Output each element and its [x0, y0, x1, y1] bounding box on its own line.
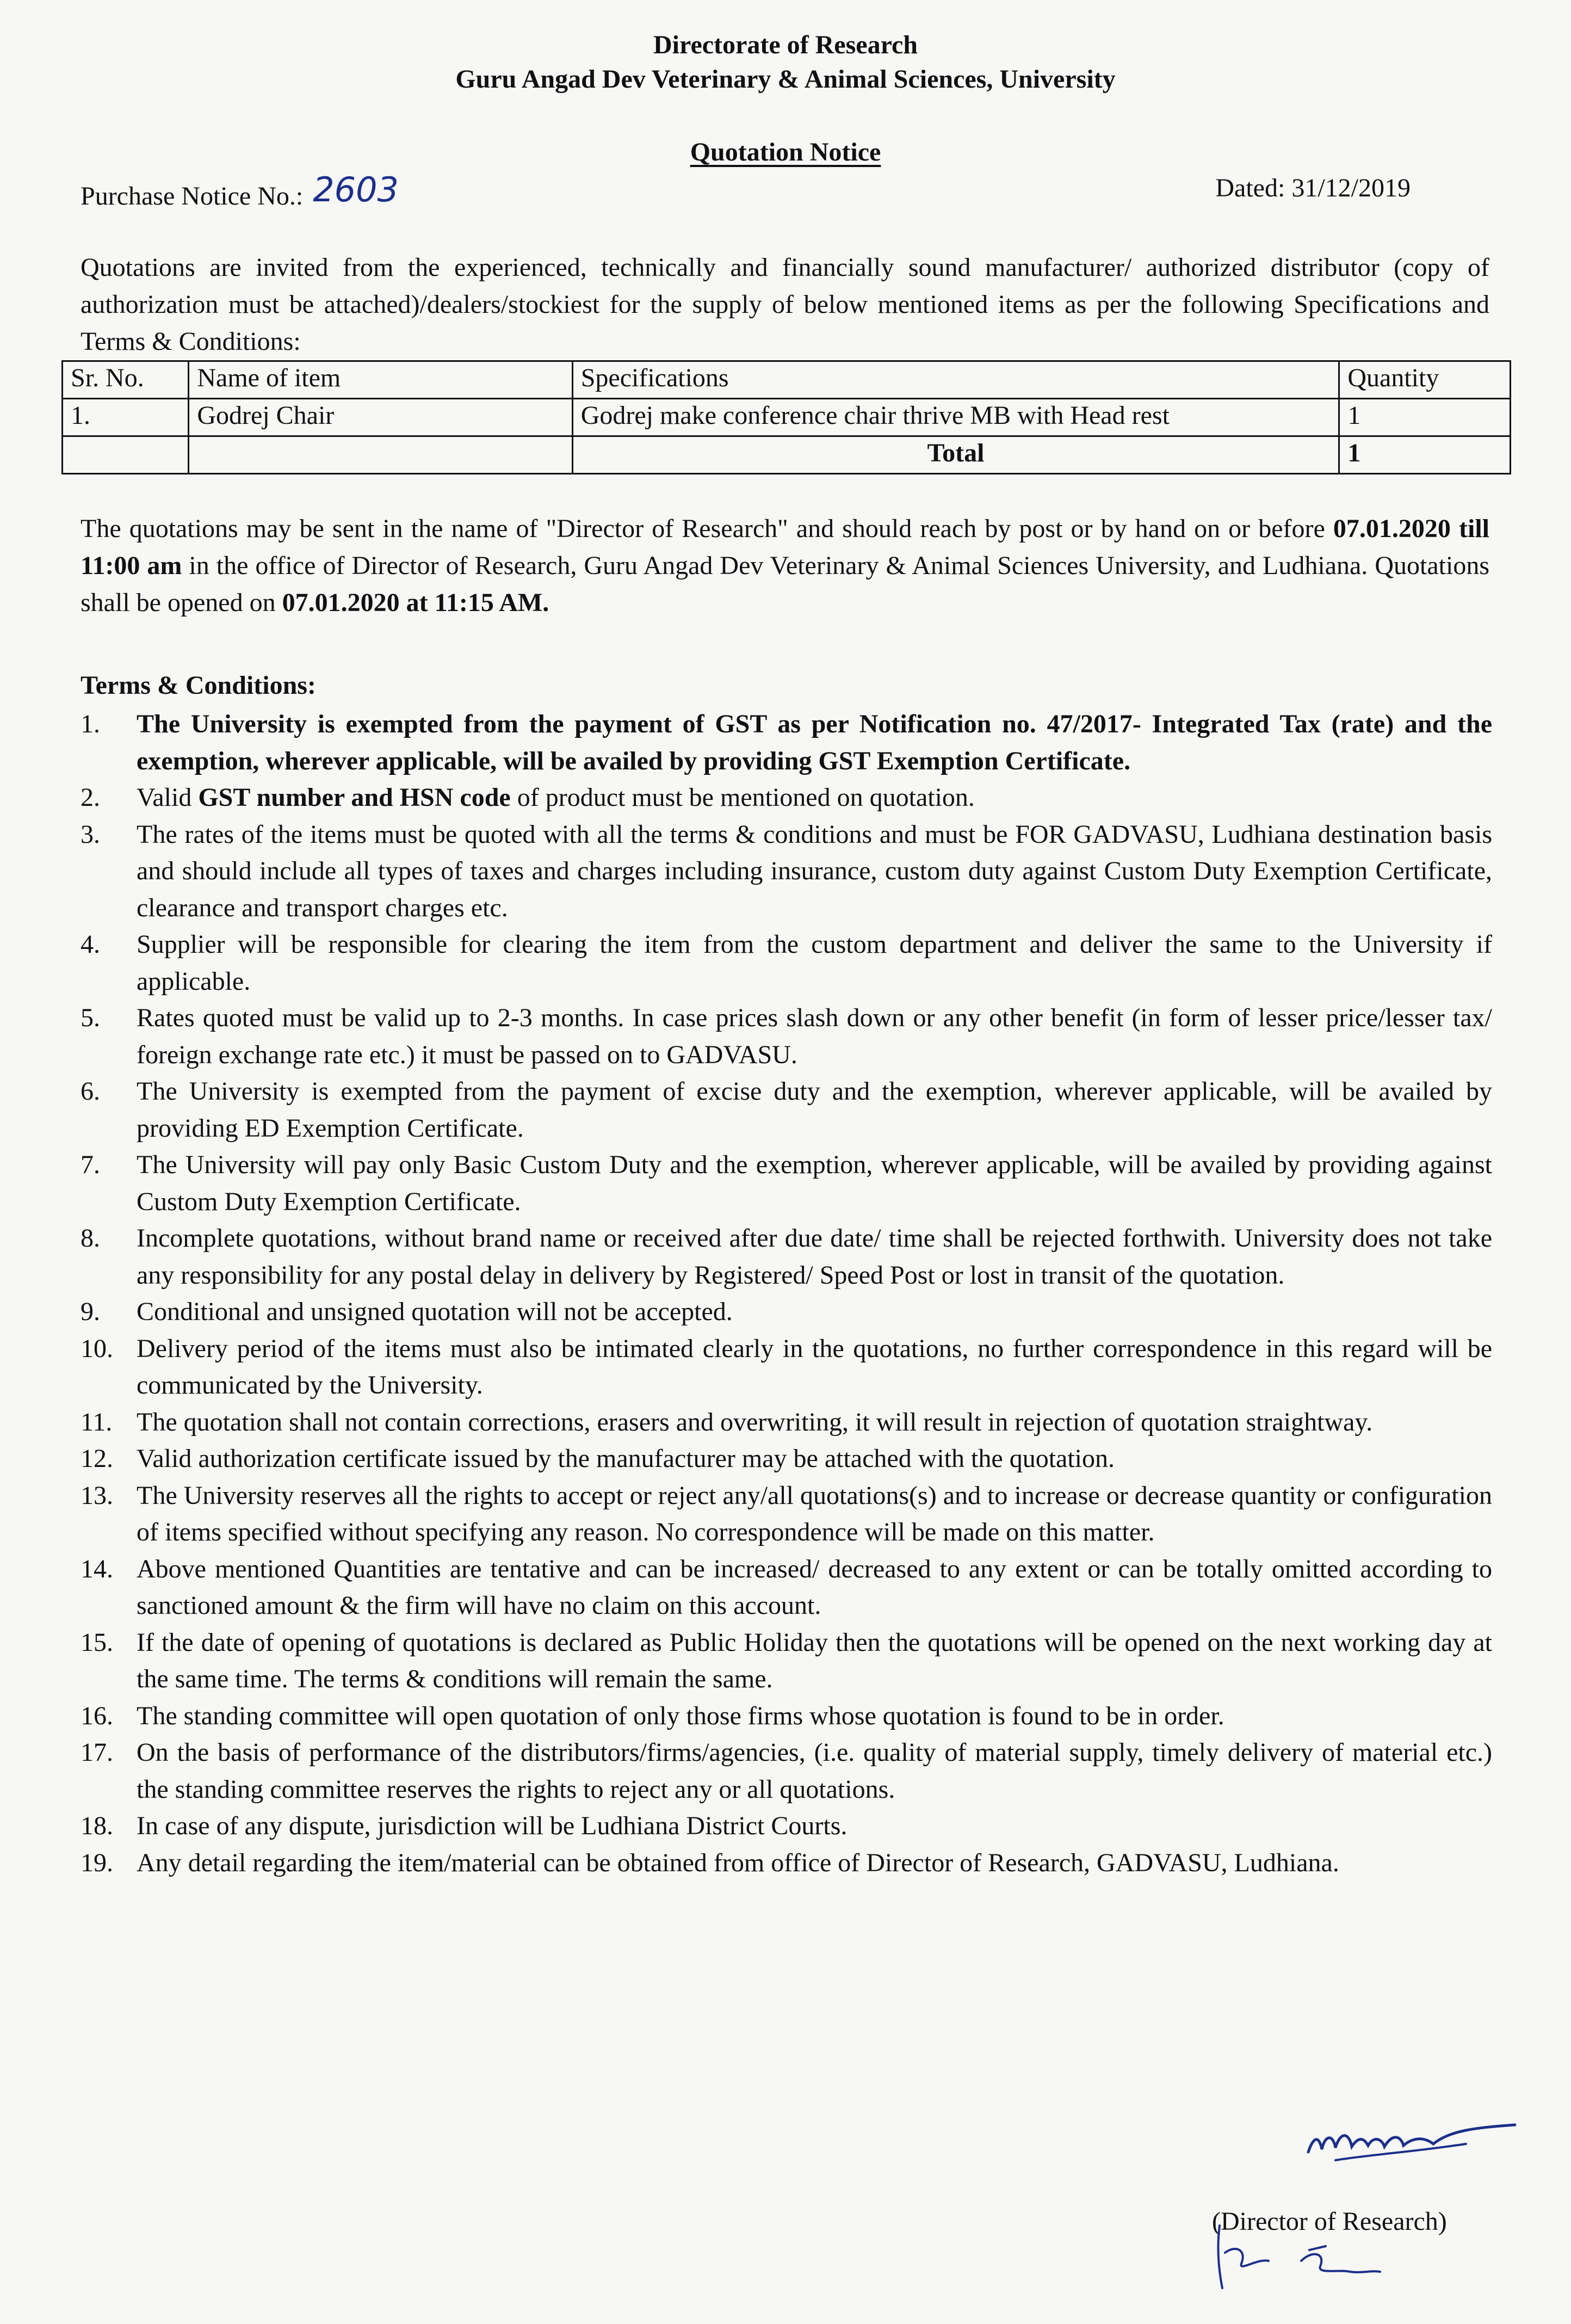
director-signature — [1303, 2114, 1520, 2168]
term-number: 5. — [81, 1003, 100, 1032]
notice-date: Dated: 31/12/2019 — [1215, 174, 1411, 202]
term-item — [81, 1293, 1492, 1330]
term-text: In case of any dispute, jurisdiction will be Ludhiana District Courts. — [137, 1811, 848, 1840]
term-text: Above mentioned Quantities are tentative and can be increased/ decreased to any extent or can be totally omitted according to sanctioned amount & the firm will have no claim on this account. — [137, 1554, 1492, 1620]
term-text: The rates of the items must be quoted with all the terms & conditions and must be FOR GADVASU, Ludhiana destination basis and should include all types of taxes and charges including insurance, custom duty against Custom Duty Exemption Certificate, clearance and transport charges etc. — [137, 819, 1492, 922]
term-item — [81, 1440, 1492, 1477]
term-item — [81, 1551, 1492, 1624]
term-item — [81, 1624, 1492, 1698]
initials-signature — [1209, 2220, 1388, 2291]
term-item — [81, 1146, 1492, 1220]
term-number: 14. — [81, 1554, 113, 1583]
table-header-row — [63, 361, 1511, 399]
term-number: 17. — [81, 1738, 113, 1767]
term-text: If the date of opening of quotations is declared as Public Holiday then the quotations will be opened on the next working day at the same time. The terms & conditions will remain the same. — [137, 1628, 1492, 1693]
terms-heading: Terms & Conditions: — [81, 671, 316, 700]
term-text-post: of product must be mentioned on quotation. — [510, 783, 975, 812]
intro-paragraph: Quotations are invited from the experienced, technically and financially sound manufacturer/ authorized distributor (copy of authorization must be attached)/dealers/stockiest for the supply of below mentioned items as per the following Specifications and Terms & Conditions: — [81, 253, 1489, 356]
term-text: The University will pay only Basic Custom Duty and the exemption, wherever applicable, will be availed by providing against Custom Duty Exemption Certificate. — [137, 1150, 1492, 1216]
term-text: On the basis of performance of the distributors/firms/agencies, (i.e. quality of material supply, timely delivery of material etc.) the standing committee reserves the rights to reject any or all quotations. — [137, 1738, 1492, 1804]
term-number: 1. — [81, 710, 100, 738]
term-number: 12. — [81, 1444, 113, 1473]
cell-empty — [63, 436, 189, 474]
term-number: 15. — [81, 1628, 113, 1657]
header-sr-no: Sr. No. — [63, 361, 189, 399]
term-text: The University is exempted from the payment of excise duty and the exemption, wherever applicable, will be availed by providing ED Exemption Certificate. — [137, 1077, 1492, 1143]
cell-quantity: 1 — [1339, 399, 1511, 436]
term-number: 7. — [81, 1150, 100, 1179]
term-item — [81, 1808, 1492, 1845]
term-text: Rates quoted must be valid up to 2-3 months. In case prices slash down or any other benefit (in form of lesser price/lesser tax/ foreign exchange rate etc.) it must be passed on to GADVASU. — [137, 1003, 1492, 1069]
term-item — [81, 1404, 1492, 1441]
term-item — [81, 779, 1492, 816]
term-item — [81, 1698, 1492, 1735]
term-number: 6. — [81, 1077, 100, 1106]
cell-item-name: Godrej Chair — [189, 399, 572, 436]
submission-text-2: in the office of Director of Research, Guru Angad Dev Veterinary & Animal Sciences University, and Ludhiana. Quotations shall be opened on — [81, 551, 1489, 617]
items-table — [61, 360, 1511, 474]
submission-deadline: 07.01.2020 till 11:00 am — [81, 514, 1490, 580]
term-item — [81, 1000, 1492, 1073]
term-item — [81, 1477, 1492, 1551]
purchase-notice — [81, 170, 399, 213]
term-text: Valid authorization certificate issued by the manufacturer may be attached with the quotation. — [137, 1444, 1115, 1473]
term-text: Conditional and unsigned quotation will not be accepted. — [137, 1297, 733, 1326]
term-number: 11. — [81, 1407, 113, 1437]
term-number: 18. — [81, 1811, 113, 1840]
term-text — [137, 783, 975, 812]
term-item — [81, 706, 1492, 779]
term-item — [81, 1073, 1492, 1146]
term-text: The University reserves all the rights to accept or reject any/all quotations(s) and to increase or decrease quantity or configuration of items specified without specifying any reason. No correspondence will be made on this matter. — [137, 1481, 1492, 1546]
term-text: Delivery period of the items must also be intimated clearly in the quotations, no further correspondence in this regard will be communicated by the University. — [137, 1334, 1492, 1400]
term-text: The standing committee will open quotation of only those firms whose quotation is found to be in order. — [137, 1701, 1224, 1730]
header-specifications: Specifications — [572, 361, 1339, 399]
total-label: Total — [572, 436, 1339, 474]
term-item — [81, 1330, 1492, 1404]
term-item — [81, 1845, 1492, 1882]
term-number: 4. — [81, 930, 100, 959]
term-number: 19. — [81, 1848, 113, 1877]
term-number: 10. — [81, 1334, 113, 1363]
term-text-pre: Valid — [137, 783, 199, 812]
cell-empty — [189, 436, 572, 474]
term-item — [81, 816, 1492, 927]
term-text: Incomplete quotations, without brand name or received after due date/ time shall be rejected forthwith. University does not take any responsibility for any postal delay in delivery by Registered/ Speed Post or lost in transit of the quotation. — [137, 1224, 1492, 1290]
term-number: 13. — [81, 1481, 113, 1510]
term-number: 16. — [81, 1701, 113, 1730]
header-item-name: Name of item — [189, 361, 572, 399]
term-item — [81, 926, 1492, 1000]
term-item — [81, 1220, 1492, 1293]
term-text: Supplier will be responsible for clearing the item from the custom department and deliver the same to the University if applicable. — [137, 930, 1492, 996]
term-number: 3. — [81, 819, 100, 849]
header-university: Guru Angad Dev Veterinary & Animal Sciences, University — [455, 65, 1116, 94]
term-number: 9. — [81, 1297, 100, 1326]
submission-text-1: The quotations may be sent in the name of "Director of Research" and should reach by post or by hand on or before — [81, 514, 1333, 543]
total-value: 1 — [1339, 436, 1511, 474]
header-directorate: Directorate of Research — [653, 30, 918, 59]
table-total-row — [63, 436, 1511, 474]
term-text: The quotation shall not contain corrections, erasers and overwriting, it will result in rejection of quotation straightway. — [137, 1407, 1373, 1437]
term-number: 2. — [81, 783, 100, 812]
cell-specifications: Godrej make conference chair thrive MB with Head rest — [572, 399, 1339, 436]
term-text-bold: GST number and HSN code — [198, 783, 511, 812]
table-row — [63, 399, 1511, 436]
signatory-title: (Director of Research) — [1212, 2207, 1447, 2236]
term-item — [81, 1734, 1492, 1808]
purchase-notice-label: Purchase Notice No.: — [81, 182, 304, 211]
term-text: Any detail regarding the item/material can be obtained from office of Director of Research, GADVASU, Ludhiana. — [137, 1848, 1339, 1877]
terms-list — [81, 706, 1492, 1881]
purchase-notice-number: 2603 — [313, 170, 399, 209]
cell-sr-no: 1. — [63, 399, 189, 436]
notice-title: Quotation Notice — [690, 138, 881, 167]
submission-paragraph — [81, 510, 1489, 621]
term-text: The University is exempted from the payment of GST as per Notification no. 47/2017- Integrated Tax (rate) and the exemption, wherever applicable, will be availed by providing GST Exemption Certificate. — [137, 710, 1492, 775]
term-number: 8. — [81, 1224, 100, 1253]
opening-datetime: 07.01.2020 at 11:15 AM. — [282, 588, 549, 617]
header-quantity: Quantity — [1339, 361, 1511, 399]
